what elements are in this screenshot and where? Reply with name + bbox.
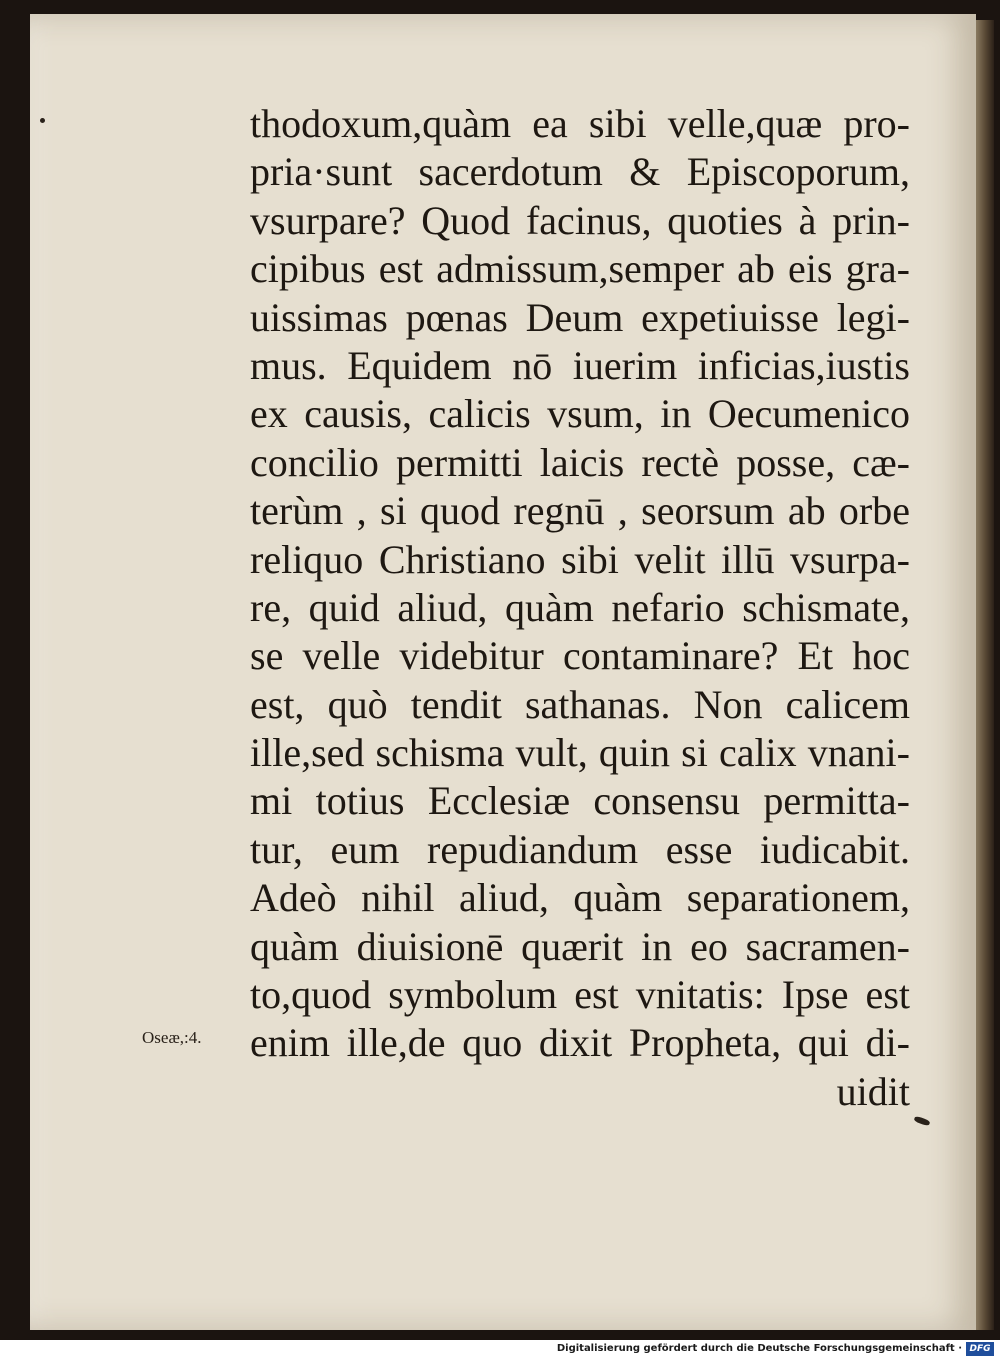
text-line: uissimas pœnas Deum expetiuisse legi- <box>250 294 910 340</box>
text-line: se velle videbitur contaminare? Et hoc <box>250 633 910 679</box>
text-line: ex causis, calicis vsum, in Oecumenico <box>250 391 910 437</box>
text-line: tur, eum repudiandum esse iudicabit. <box>250 826 910 872</box>
catchword: uidit <box>836 1068 910 1114</box>
text-line: mi totius Ecclesiæ consensu permitta- <box>250 778 910 824</box>
text-line: pria·sunt sacerdotum & Episcoporum, <box>250 149 910 195</box>
text-line: re, quid aliud, quàm nefario schismate, <box>250 584 910 630</box>
text-line: concilio permitti laicis rectè posse, cæ- <box>250 439 910 485</box>
text-line: Adeò nihil aliud, quàm separationem, <box>250 875 910 921</box>
text-line: reliquo Christiano sibi velit illū vsurpa- <box>250 536 910 582</box>
text-line: thodoxum,quàm ea sibi velle,quæ pro- <box>250 101 910 146</box>
text-line: ille,sed schisma vult, quin si calix vnani- <box>250 730 910 776</box>
text-line: mus. Equidem nō iuerim inficias,iustis <box>250 342 910 388</box>
text-line: enim ille,de quo dixit Propheta, qui di- <box>250 1020 910 1066</box>
page-body-text <box>250 100 910 1116</box>
text-line: cipibus est admissum,semper ab eis gra- <box>250 246 910 292</box>
text-line: to,quod symbolum est vnitatis: Ipse est <box>250 972 910 1018</box>
marginal-note: Oseæ,:4. <box>142 1028 202 1047</box>
page-edge <box>976 20 994 1330</box>
text-line: est, quò tendit sathanas. Non calicem <box>250 681 910 727</box>
margin-dot <box>40 118 45 123</box>
text-line: quàm diuisionē quærit in eo sacramen- <box>250 923 910 969</box>
text-line: terùm , si quod regnū , seorsum ab orbe <box>250 488 910 534</box>
footer-bar <box>0 1340 1000 1360</box>
text-line: vsurpare? Quod facinus, quoties à prin- <box>250 197 910 243</box>
funding-credit: Digitalisierung gefördert durch die Deutsche Forschungsgemeinschaft · <box>556 1343 962 1354</box>
dfg-logo: DFG <box>966 1342 994 1356</box>
